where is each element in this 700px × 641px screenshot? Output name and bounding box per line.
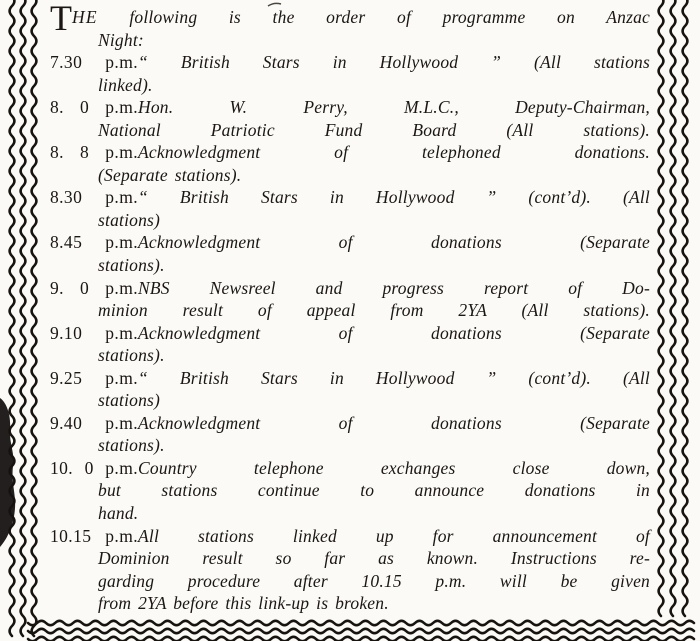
- entry-text: stations): [98, 390, 161, 411]
- entry-time: 8.45 p.m.: [50, 232, 138, 253]
- entry-line: [50, 389, 650, 412]
- entry-line: [50, 525, 650, 548]
- entry-line: [50, 322, 650, 345]
- programme-intro: [50, 0, 650, 51]
- programme-entry: [50, 457, 650, 525]
- intro-caps: HE: [72, 7, 98, 27]
- wavy-line: [28, 637, 694, 641]
- intro-line-2: [50, 29, 650, 52]
- entry-text: hand.: [98, 503, 139, 524]
- entry-line: [50, 434, 650, 457]
- entry-line: [50, 209, 650, 232]
- wavy-line: [683, 0, 688, 616]
- entry-text: but stations continue to announce donations in: [98, 480, 650, 501]
- entry-line: [50, 344, 650, 367]
- wavy-line: [28, 629, 694, 633]
- wavy-line: [32, 0, 37, 636]
- entry-text: Country telephone exchanges close down,: [138, 457, 650, 478]
- programme-text: [50, 0, 650, 615]
- entry-line: [50, 141, 650, 164]
- entry-time: 7.30 p.m.: [50, 52, 138, 73]
- entry-text: Acknowledgment of donations (Separate: [138, 232, 650, 253]
- entry-line: [50, 570, 650, 593]
- programme-entry: [50, 186, 650, 231]
- programme-entry: [50, 96, 650, 141]
- entry-text: from 2YA before this link-up is broken.: [98, 593, 389, 614]
- wavy-line: [10, 0, 15, 636]
- entry-time: 9.40 p.m.: [50, 412, 138, 433]
- entry-line: [50, 231, 650, 254]
- programme-entry: [50, 322, 650, 367]
- entry-time: 10.15 p.m.: [50, 525, 138, 546]
- intro-text: following is the order of programme on Anzac: [129, 7, 650, 27]
- entry-line: [50, 74, 650, 97]
- entry-time: 9. 0 p.m.: [50, 277, 138, 298]
- wavy-line: [21, 0, 26, 636]
- entry-time: 8.30 p.m.: [50, 187, 138, 208]
- entry-text: Acknowledgment of telephoned donations.: [138, 142, 650, 163]
- entry-time: 10. 0 p.m.: [50, 457, 138, 478]
- entry-line: [50, 547, 650, 570]
- entry-time: 8. 0 p.m.: [50, 97, 138, 118]
- entry-text: Dominion result so far as known. Instructions re-: [98, 548, 650, 569]
- wavy-line: [28, 621, 694, 625]
- entry-text: “ British Stars in Hollywood ” (cont’d). (All: [138, 187, 650, 208]
- entry-text: Acknowledgment of donations (Separate: [138, 322, 650, 343]
- intro-line-1: [50, 0, 650, 38]
- entry-line: [50, 299, 650, 322]
- entry-line: [50, 96, 650, 119]
- programme-entry: [50, 277, 650, 322]
- entry-text: Hon. W. Perry, M.L.C., Deputy-Chairman,: [138, 97, 650, 118]
- entry-time: 9.25 p.m.: [50, 367, 138, 388]
- entry-text: stations): [98, 209, 161, 230]
- entry-line: [50, 254, 650, 277]
- entry-text: NBS Newsreel and progress report of Do-: [138, 277, 650, 298]
- dropcap-letter: T: [50, 0, 72, 38]
- entry-line: [50, 412, 650, 435]
- entry-text: stations).: [98, 345, 165, 366]
- entry-line: [50, 186, 650, 209]
- entry-line: [50, 277, 650, 300]
- entry-text: All stations linked up for announcement of: [138, 525, 650, 546]
- wavy-line: [659, 0, 664, 616]
- entry-text: National Patriotic Fund Board (All stations).: [98, 119, 650, 140]
- entry-text: “ British Stars in Hollywood ” (cont’d). (All: [138, 367, 650, 388]
- entry-text: garding procedure after 10.15 p.m. will be given: [98, 570, 650, 591]
- entry-time: 9.10 p.m.: [50, 322, 138, 343]
- entry-text: stations).: [98, 255, 165, 276]
- entry-time: 8. 8 p.m.: [50, 142, 138, 163]
- entry-line: [50, 119, 650, 142]
- intro-text: Night:: [98, 29, 144, 50]
- entry-line: [50, 592, 650, 615]
- ink-smudge: [0, 398, 15, 547]
- entry-text: (Separate stations).: [98, 164, 242, 185]
- programme-entry: [50, 412, 650, 457]
- entry-line: [50, 51, 650, 74]
- entry-line: [50, 457, 650, 480]
- entry-line: [50, 164, 650, 187]
- entry-text: “ British Stars in Hollywood ” (All stations: [138, 52, 650, 73]
- programme-entry: [50, 525, 650, 615]
- entry-text: minion result of appeal from 2YA (All stations).: [98, 300, 650, 321]
- programme-entry: [50, 51, 650, 96]
- entry-line: [50, 479, 650, 502]
- programme-entry: [50, 231, 650, 276]
- programme-entry: [50, 367, 650, 412]
- programme-entries: [50, 51, 650, 615]
- entry-text: Acknowledgment of donations (Separate: [138, 412, 650, 433]
- entry-text: stations).: [98, 435, 165, 456]
- programme-entry: [50, 141, 650, 186]
- entry-line: [50, 502, 650, 525]
- wavy-line: [671, 0, 676, 616]
- entry-text: linked).: [98, 74, 153, 95]
- entry-line: [50, 367, 650, 390]
